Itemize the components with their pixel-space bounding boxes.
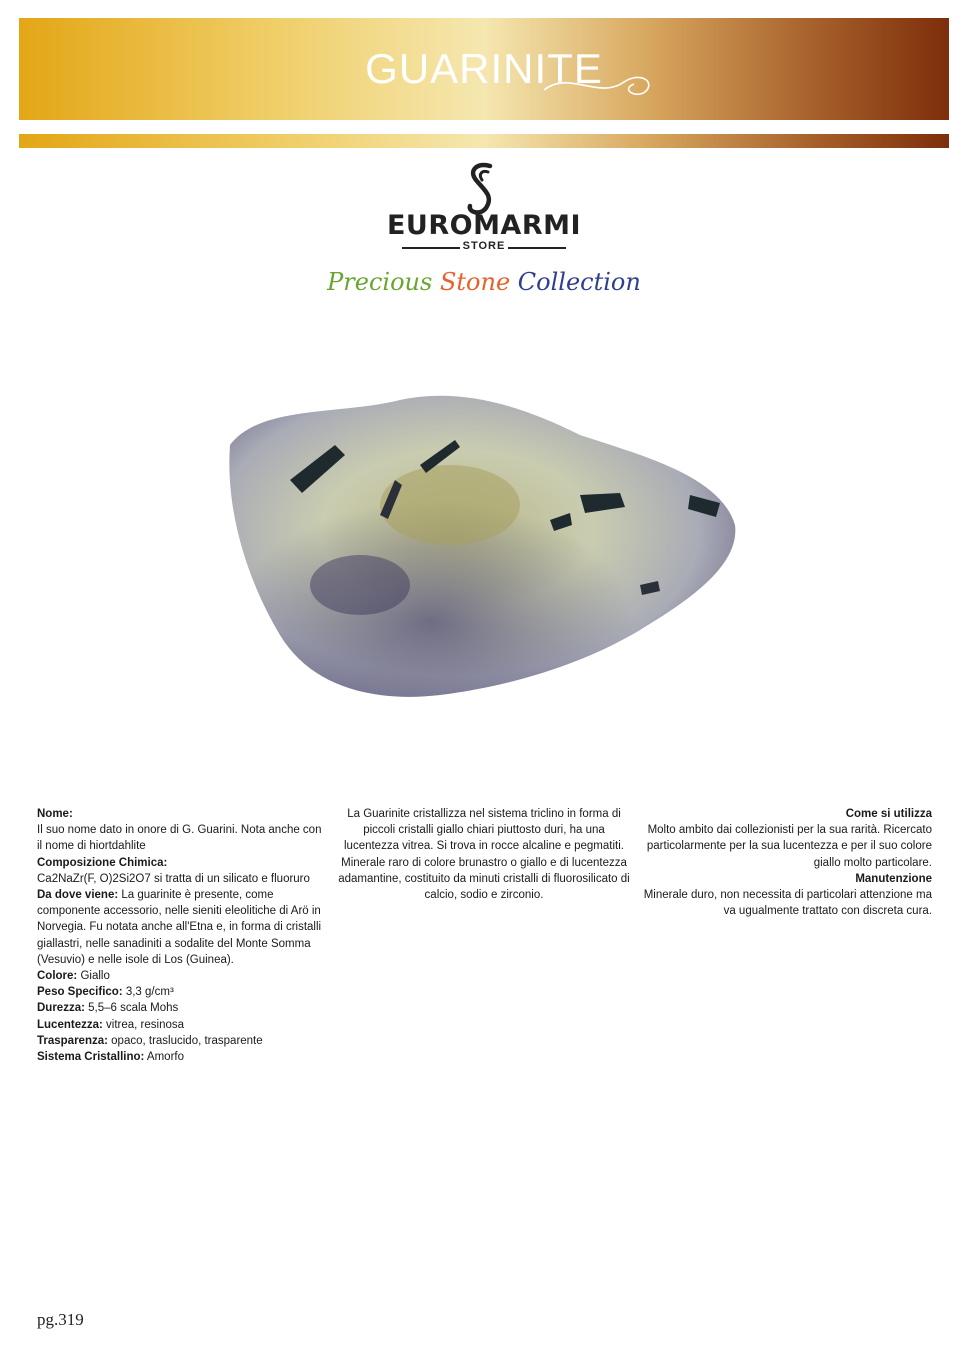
euromarmi-logo-icon: [460, 160, 504, 216]
peso-label: Peso Specifico:: [37, 986, 123, 999]
nome-label: Nome:: [37, 808, 73, 820]
uso-text: Molto ambito dai collezionisti per la sua rarità. Ricercato particolarmente per la sua lucentezza e per il suo colore giallo molto particolare.: [646, 824, 932, 869]
collection-word-stone: Stone: [439, 268, 511, 296]
colore-row: [37, 968, 327, 984]
peso-text: 3,3 g/cm³: [122, 986, 174, 999]
brand-name: EUROMARMI: [386, 210, 582, 241]
mineral-photo: [220, 385, 745, 710]
sistema-label: Sistema Cristallino:: [37, 1051, 145, 1064]
provenienza-text: La guarinite è presente, come componente accessorio, nelle sieniti eleolitiche di Arö in Norvegia. Fu notata anche all'Etna e, in forma di cristalli giallastri, nelle sanadiniti a sodalite del Monte Somma (Vesuvio) e nelle isole di Los (Guinea).: [37, 889, 322, 966]
collection-word-collection: Collection: [517, 268, 641, 296]
provenienza-row: [37, 887, 327, 968]
colore-label: Colore:: [37, 970, 78, 983]
brand-sub-line-right: [508, 247, 566, 249]
description-text: La Guarinite cristallizza nel sistema triclino in forma di piccoli cristalli giallo chiari piuttosto duri, ha una lucentezza vitrea. Si trova in rocce alcaline e pegmatiti. Minerale raro di colore brunastro o giallo e di lucentezza adamantine, costituito da minuti cristalli di fluorosilicato di calcio, sodio e zirconio.: [338, 808, 630, 902]
brand-sub-label: STORE: [462, 240, 506, 252]
composizione-text: Ca2NaZr(F, O)2Si2O7 si tratta di un silicato e fluoruro: [37, 872, 310, 885]
trasparenza-row: [37, 1033, 327, 1049]
lucentezza-text: vitrea, resinosa: [102, 1018, 185, 1031]
colore-text: Giallo: [77, 970, 110, 983]
brand-subtitle: [384, 240, 584, 254]
description-column: [336, 806, 632, 903]
lucentezza-label: Lucentezza:: [37, 1018, 103, 1031]
header-divider: [19, 134, 949, 148]
manutenzione-text: Minerale duro, non necessita di particolari attenzione ma va ugualmente trattato con discreta cura.: [643, 889, 932, 918]
durezza-text: 5,5–6 scala Mohs: [84, 1002, 179, 1015]
durezza-row: [37, 1000, 327, 1016]
page-title: GUARINITE: [365, 45, 603, 92]
collection-tagline: [300, 268, 668, 296]
trasparenza-label: Trasparenza:: [37, 1034, 108, 1047]
title-flourish-icon: [539, 60, 659, 110]
trasparenza-text: opaco, traslucido, trasparente: [107, 1034, 263, 1047]
collection-word-precious: Precious: [327, 268, 433, 296]
peso-row: [37, 984, 327, 1000]
sistema-text: Amorfo: [144, 1051, 185, 1064]
provenienza-label: Da dove viene:: [37, 889, 119, 902]
uso-label: Come si utilizza: [845, 808, 932, 820]
composizione-label: Composizione Chimica:: [37, 856, 168, 869]
lucentezza-row: [37, 1017, 327, 1033]
nome-text: Il suo nome dato in onore di G. Guarini. Nota anche con il nome di hiortdahlite: [37, 824, 322, 853]
manutenzione-label: Manutenzione: [855, 872, 932, 885]
properties-column: [37, 806, 327, 1065]
page-number: pg.319: [37, 1310, 84, 1329]
sistema-row: [37, 1049, 327, 1065]
title-banner: [19, 18, 949, 120]
usage-column: [640, 806, 932, 919]
durezza-label: Durezza:: [37, 1002, 85, 1015]
